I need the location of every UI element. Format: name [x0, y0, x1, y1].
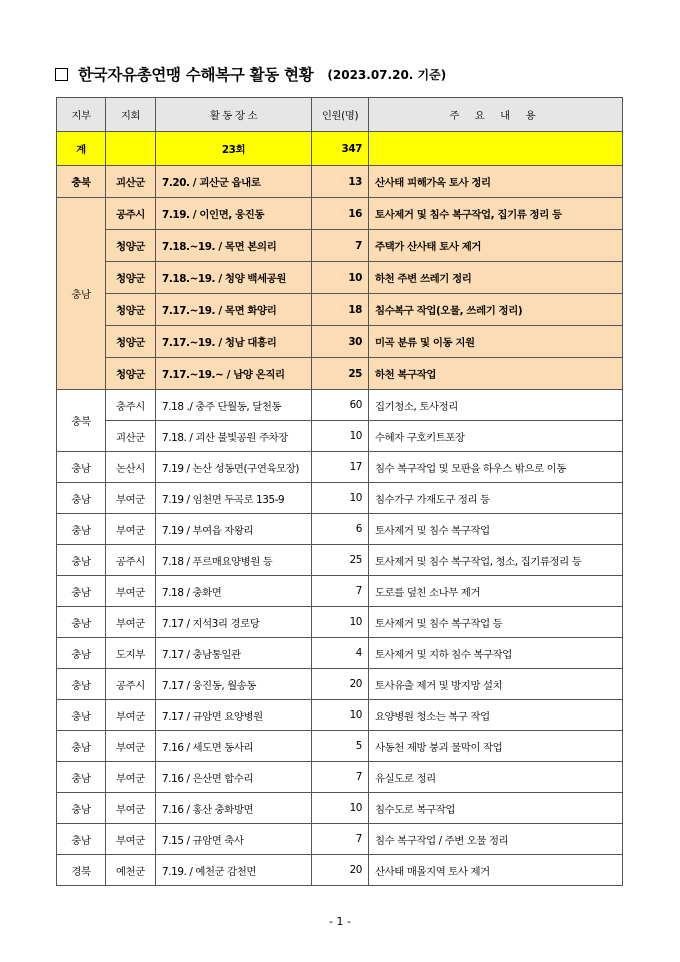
table-row [57, 731, 623, 762]
row-place: 7.16 / 세도면 동사리 [156, 731, 312, 762]
row-content: 토사제거 및 침수 복구작업, 청소, 집기류정리 등 [369, 545, 623, 576]
row-place: 7.19 / 임천면 두곡로 135-9 [156, 483, 312, 514]
row-people: 17 [312, 452, 369, 483]
row-place: 7.18 ./ 충주 단월동, 달천동 [156, 390, 312, 421]
row-place: 7.19. / 예천군 감천면 [156, 855, 312, 886]
row-region: 충남 [57, 483, 106, 514]
row-people: 20 [312, 855, 369, 886]
row-branch: 충주시 [106, 390, 156, 421]
row-branch: 공주시 [106, 198, 156, 230]
row-people: 10 [312, 483, 369, 514]
row-place: 7.18.~19. / 목면 본의리 [156, 230, 312, 262]
row-content: 침수 복구작업 및 모판을 하우스 밖으로 이동 [369, 452, 623, 483]
table-row [57, 607, 623, 638]
row-content: 산사태 매몰지역 토사 제거 [369, 855, 623, 886]
row-place: 7.17 / 충남통일관 [156, 638, 312, 669]
row-people: 4 [312, 638, 369, 669]
row-place: 7.17 / 웅진동, 월송동 [156, 669, 312, 700]
row-content: 미곡 분류 및 이동 지원 [369, 326, 623, 358]
row-place: 7.19 / 부여읍 자왕리 [156, 514, 312, 545]
row-branch: 부여군 [106, 607, 156, 638]
row-branch: 부여군 [106, 483, 156, 514]
row-people: 20 [312, 669, 369, 700]
table-row [57, 452, 623, 483]
table-row [57, 262, 623, 294]
header-place: 활 동 장 소 [156, 98, 312, 132]
row-content: 하천 주변 쓰레기 정리 [369, 262, 623, 294]
row-region: 충남 [57, 762, 106, 793]
row-content: 하천 복구작업 [369, 358, 623, 390]
row-place: 7.16 / 홍산 충화방면 [156, 793, 312, 824]
row-content: 도로를 덮친 소나무 제거 [369, 576, 623, 607]
row-content: 수혜자 구호키트포장 [369, 421, 623, 452]
row-region: 경북 [57, 855, 106, 886]
row-place: 7.16 / 은산면 합수리 [156, 762, 312, 793]
row-content: 주택가 산사태 토사 제거 [369, 230, 623, 262]
row-place: 7.17 / 규암면 요양병원 [156, 700, 312, 731]
row-content: 토사제거 및 침수 복구작업 등 [369, 607, 623, 638]
row-content: 유실도로 정리 [369, 762, 623, 793]
row-place: 7.18.~19. / 청양 백세공원 [156, 262, 312, 294]
total-label: 계 [57, 132, 106, 166]
row-content: 침수복구 작업(오물, 쓰레기 정리) [369, 294, 623, 326]
checkbox-icon [55, 68, 68, 81]
row-place: 7.17.~19. / 청남 대흥리 [156, 326, 312, 358]
row-place: 7.17 / 지석3리 경로당 [156, 607, 312, 638]
row-people: 60 [312, 390, 369, 421]
table-row [57, 762, 623, 793]
table-row [57, 638, 623, 669]
row-people: 10 [312, 700, 369, 731]
header-region: 지부 [57, 98, 106, 132]
table-row [57, 421, 623, 452]
row-place: 7.19. / 이인면, 웅진동 [156, 198, 312, 230]
table-row [57, 294, 623, 326]
row-people: 7 [312, 230, 369, 262]
table-row [57, 855, 623, 886]
row-place: 7.15 / 규암면 축사 [156, 824, 312, 855]
row-people: 7 [312, 576, 369, 607]
row-branch: 청양군 [106, 358, 156, 390]
row-region: 충남 [57, 638, 106, 669]
row-content: 침수가구 가재도구 정리 등 [369, 483, 623, 514]
row-place: 7.17.~19.~ / 남양 온직리 [156, 358, 312, 390]
row-people: 10 [312, 262, 369, 294]
activity-table [56, 97, 623, 886]
row-content: 집기청소, 토사정리 [369, 390, 623, 421]
row-content: 토사제거 및 침수 복구작업 [369, 514, 623, 545]
row-place: 7.17.~19. / 목면 화양리 [156, 294, 312, 326]
row-branch: 공주시 [106, 669, 156, 700]
row-people: 18 [312, 294, 369, 326]
row-branch: 부여군 [106, 793, 156, 824]
row-region: 충남 [57, 607, 106, 638]
row-people: 10 [312, 793, 369, 824]
row-people: 25 [312, 358, 369, 390]
row-content: 산사태 피해가옥 토사 정리 [369, 166, 623, 198]
row-branch: 청양군 [106, 262, 156, 294]
row-people: 10 [312, 607, 369, 638]
row-branch: 청양군 [106, 294, 156, 326]
row-region: 충남 [57, 731, 106, 762]
row-place: 7.19 / 논산 성동면(구연육모장) [156, 452, 312, 483]
table-row [57, 198, 623, 230]
row-content: 사동천 제방 붕괴 물막이 작업 [369, 731, 623, 762]
table-row [57, 793, 623, 824]
row-place: 7.18. / 괴산 불빛공원 주차장 [156, 421, 312, 452]
row-branch: 청양군 [106, 230, 156, 262]
table-row [57, 358, 623, 390]
row-branch: 부여군 [106, 731, 156, 762]
row-people: 6 [312, 514, 369, 545]
row-content: 침수도로 복구작업 [369, 793, 623, 824]
row-people: 30 [312, 326, 369, 358]
row-branch: 도지부 [106, 638, 156, 669]
row-region: 충남 [57, 452, 106, 483]
table-row [57, 669, 623, 700]
row-people: 5 [312, 731, 369, 762]
table-row [57, 390, 623, 421]
header-people: 인원(명) [312, 98, 369, 132]
table-row [57, 824, 623, 855]
table-row [57, 326, 623, 358]
title-date: (2023.07.20. 기준) [327, 67, 447, 82]
row-content: 침수 복구작업 / 주변 오물 정리 [369, 824, 623, 855]
row-people: 7 [312, 762, 369, 793]
row-region: 충남 [57, 198, 106, 390]
row-branch: 괴산군 [106, 166, 156, 198]
row-region: 충남 [57, 824, 106, 855]
row-people: 16 [312, 198, 369, 230]
table-row [57, 700, 623, 731]
table-row [57, 576, 623, 607]
table-row [57, 514, 623, 545]
row-region: 충남 [57, 545, 106, 576]
row-region: 충북 [57, 390, 106, 452]
total-content-empty [369, 132, 623, 166]
row-branch: 괴산군 [106, 421, 156, 452]
total-row [57, 132, 623, 166]
row-place: 7.20. / 괴산군 읍내로 [156, 166, 312, 198]
row-branch: 청양군 [106, 326, 156, 358]
header-content: 주 요 내 용 [369, 98, 623, 132]
row-content: 토사제거 및 지하 침수 복구작업 [369, 638, 623, 669]
row-branch: 부여군 [106, 700, 156, 731]
table-row [57, 166, 623, 198]
table-row [57, 230, 623, 262]
table-row [57, 545, 623, 576]
row-branch: 부여군 [106, 514, 156, 545]
row-region: 충남 [57, 793, 106, 824]
row-region: 충남 [57, 669, 106, 700]
total-empty [106, 132, 156, 166]
row-region: 충북 [57, 166, 106, 198]
row-region: 충남 [57, 576, 106, 607]
table-row [57, 483, 623, 514]
table-header-row [57, 98, 623, 132]
row-content: 요양병원 청소는 복구 작업 [369, 700, 623, 731]
row-branch: 논산시 [106, 452, 156, 483]
row-place: 7.18 / 푸르매요양병원 등 [156, 545, 312, 576]
row-content: 토사제거 및 침수 복구작업, 집기류 정리 등 [369, 198, 623, 230]
row-branch: 공주시 [106, 545, 156, 576]
total-people: 347 [312, 132, 369, 166]
row-content: 토사유출 제거 및 방지망 설치 [369, 669, 623, 700]
document-title [55, 62, 446, 86]
row-region: 충남 [57, 514, 106, 545]
total-count: 23회 [156, 132, 312, 166]
row-place: 7.18 / 충화면 [156, 576, 312, 607]
header-branch: 지회 [106, 98, 156, 132]
row-branch: 예천군 [106, 855, 156, 886]
row-people: 10 [312, 421, 369, 452]
page-number: - 1 - [329, 915, 351, 928]
row-branch: 부여군 [106, 824, 156, 855]
title-text: 한국자유총연맹 수해복구 활동 현황 [78, 66, 314, 84]
row-branch: 부여군 [106, 762, 156, 793]
row-branch: 부여군 [106, 576, 156, 607]
row-people: 13 [312, 166, 369, 198]
row-people: 7 [312, 824, 369, 855]
row-region: 충남 [57, 700, 106, 731]
row-people: 25 [312, 545, 369, 576]
